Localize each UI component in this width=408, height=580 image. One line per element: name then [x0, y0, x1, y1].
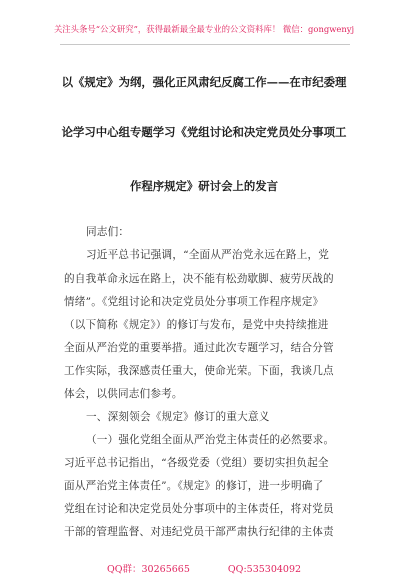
paragraph-line: 面从严治党主体责任”。《规定》的修订，进一步明确了	[64, 480, 324, 492]
header-banner: 关注头条号“公文研究”，获得最新最全最专业的公文资料库！ 微信：gongwenyj	[53, 24, 355, 34]
salutation: 同志们：	[86, 226, 130, 238]
title-line-3: 作程序规定》研讨会上的发言	[129, 179, 279, 193]
paragraph-line: 情绪”。《党组讨论和决定党员处分事项工作程序规定》	[64, 296, 324, 308]
paragraph-line: 党组在讨论和决定党员处分事项中的主体责任，将对党员	[64, 503, 334, 515]
footer	[0, 561, 408, 575]
paragraph-line: 工作实际，我深感责任重大，使命光荣。下面，我谈几点	[64, 365, 334, 377]
title-line-1: 以《规定》为纲，强化正风肃纪反腐工作——在市纪委理	[61, 75, 347, 89]
subsection-heading: （一）强化党组全面从严治党主体责任的必然要求。	[86, 434, 335, 446]
paragraph-line: （以下简称《规定》）的修订与发布，是党中央持续推进	[64, 319, 329, 331]
title-line-2: 论学习中心组专题学习《党组讨论和决定党员处分事项工	[61, 125, 347, 139]
paragraph-line: 体会，以供同志们参考。	[64, 388, 183, 400]
paragraph-line: 习近平总书记强调，“全面从严治党永远在路上，党	[86, 249, 330, 261]
paragraph-line: 习近平总书记指出，“各级党委（党组）要切实担负起全	[64, 457, 329, 469]
footer-qq-number: QQ:535304092	[227, 564, 302, 575]
section-heading: 一、深刻领会《规定》修订的重大意义	[86, 411, 270, 423]
paragraph-line: 的自我革命永远在路上，决不能有松劲歇脚、疲劳厌战的	[64, 273, 334, 285]
paragraph-line: 全面从严治党的重要举措。通过此次专题学习，结合分管	[64, 342, 334, 354]
paragraph-line: 干部的管理监督、对违纪党员干部严肃执行纪律的主体责	[64, 526, 334, 538]
footer-qq-group: QQ群：30265665	[106, 564, 190, 575]
header-rule	[60, 44, 350, 45]
